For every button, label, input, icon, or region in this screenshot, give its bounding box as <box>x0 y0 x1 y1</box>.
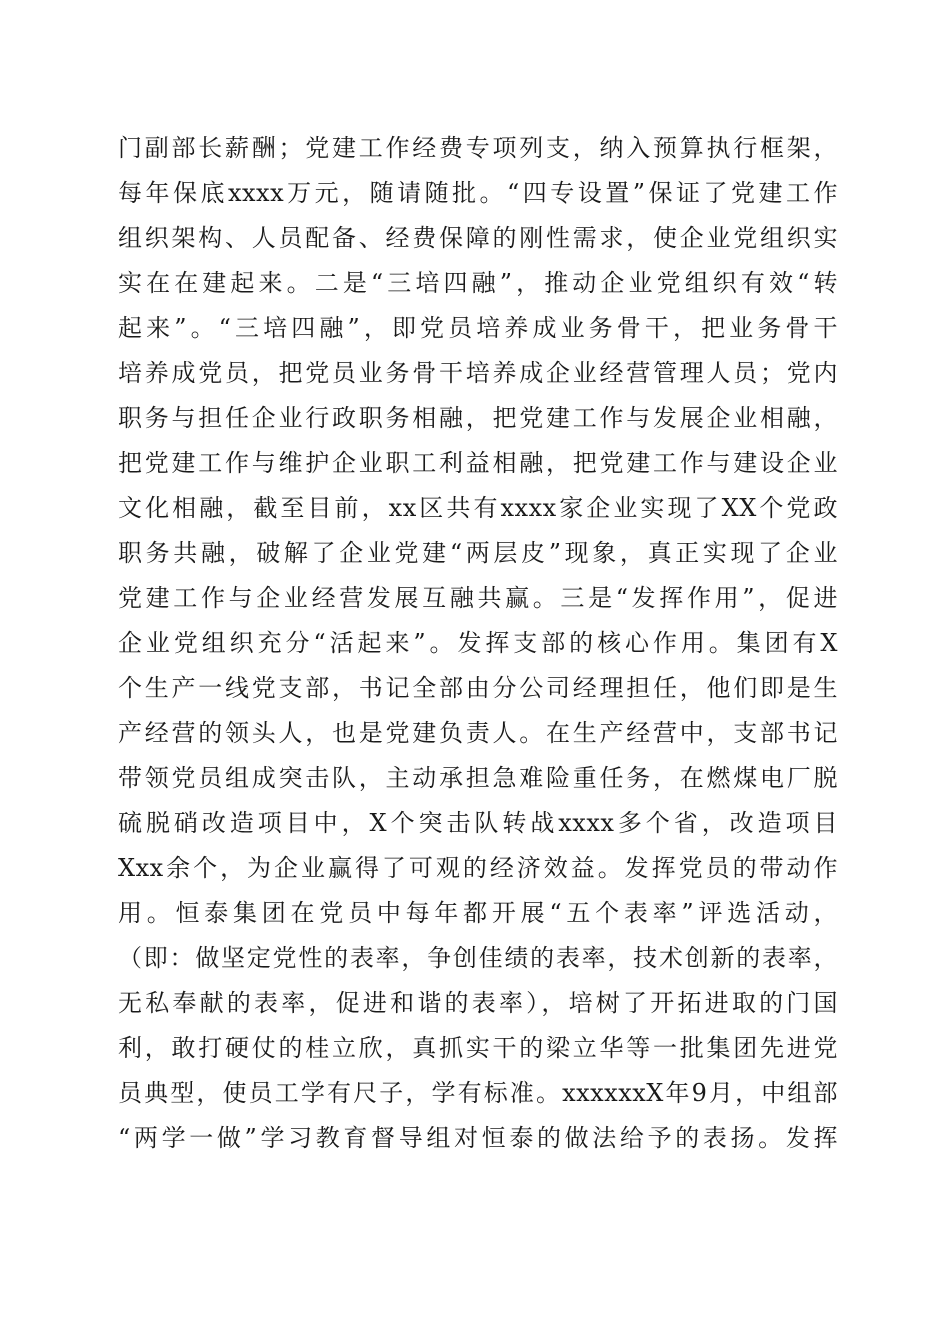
text-line-17: Xxx余个，为企业赢得了可观的经济效益。发挥党员的带动作 <box>118 854 838 882</box>
text-line-3: 组织架构、人员配备、经费保障的刚性需求，使企业党组织实 <box>118 224 838 252</box>
text-line-1: 门副部长薪酬；党建工作经费专项列支，纳入预算执行框架， <box>118 134 838 162</box>
text-line-8: 把党建工作与维护企业职工利益相融，把党建工作与建设企业 <box>118 449 838 477</box>
text-line-23: “两学一做”学习教育督导组对恒泰的做法给予的表扬。发挥 <box>118 1124 838 1152</box>
text-line-2: 每年保底xxxx万元，随请随批。“四专设置”保证了党建工作 <box>118 179 838 207</box>
text-line-20: 无私奉献的表率，促进和谐的表率），培树了开拓进取的门国 <box>118 989 838 1017</box>
text-line-21: 利，敢打硬仗的桂立欣，真抓实干的梁立华等一批集团先进党 <box>118 1034 838 1062</box>
text-line-11: 党建工作与企业经营发展互融共赢。三是“发挥作用”，促进 <box>118 584 838 612</box>
text-line-12: 企业党组织充分“活起来”。发挥支部的核心作用。集团有X <box>118 629 838 657</box>
text-line-6: 培养成党员，把党员业务骨干培养成企业经营管理人员；党内 <box>118 359 838 387</box>
text-line-5: 起来”。“三培四融”，即党员培养成业务骨干，把业务骨干 <box>118 314 838 342</box>
text-line-19: （即：做坚定党性的表率，争创佳绩的表率，技术创新的表率， <box>118 944 838 972</box>
text-line-7: 职务与担任企业行政职务相融，把党建工作与发展企业相融， <box>118 404 838 432</box>
text-line-22: 员典型，使员工学有尺子，学有标准。xxxxxxX年9月，中组部 <box>118 1079 838 1107</box>
body-text <box>118 126 838 1161</box>
text-line-13: 个生产一线党支部，书记全部由分公司经理担任，他们即是生 <box>118 674 838 702</box>
text-line-14: 产经营的领头人，也是党建负责人。在生产经营中，支部书记 <box>118 719 838 747</box>
text-line-18: 用。恒泰集团在党员中每年都开展“五个表率”评选活动， <box>118 899 838 927</box>
text-line-10: 职务共融，破解了企业党建“两层皮”现象，真正实现了企业 <box>118 539 838 567</box>
text-line-9: 文化相融，截至目前，xx区共有xxxx家企业实现了XX个党政 <box>118 494 838 522</box>
text-line-16: 硫脱硝改造项目中，X个突击队转战xxxx多个省，改造项目 <box>118 809 838 837</box>
text-line-15: 带领党员组成突击队，主动承担急难险重任务，在燃煤电厂脱 <box>118 764 838 792</box>
text-line-4: 实在在建起来。二是“三培四融”，推动企业党组织有效“转 <box>118 269 838 297</box>
